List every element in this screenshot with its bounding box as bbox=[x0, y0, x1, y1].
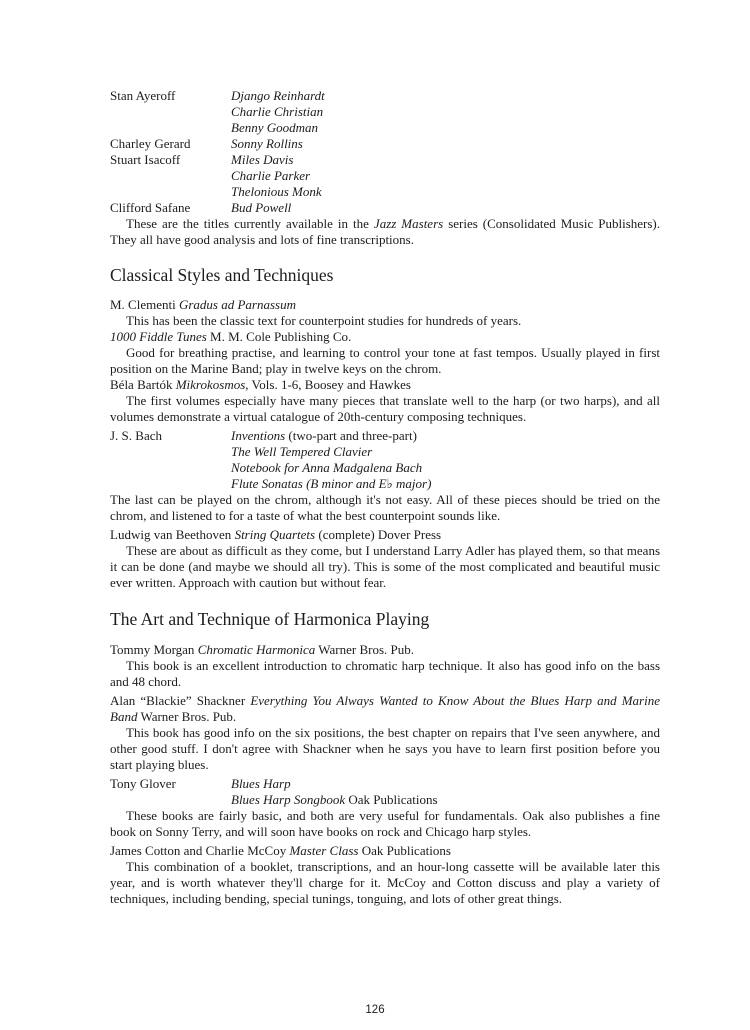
book-title: Miles Davis bbox=[231, 152, 294, 167]
jazz-masters-note: These are the titles currently available in the Jazz Masters series (Consolidated Music Publishers). They all have good analysis and lots of fine transcriptions. bbox=[110, 216, 660, 247]
jazz-masters-list bbox=[110, 88, 660, 248]
book-title: Thelonious Monk bbox=[231, 184, 322, 199]
entry-glover bbox=[110, 776, 660, 840]
book-title: Charlie Christian bbox=[231, 104, 324, 119]
entry-description: The last can be played on the chrom, although it's not easy. All of these pieces should be tried on the chrom, and listened to for a taste of what the best counterpoint sounds like. bbox=[110, 492, 660, 523]
entry-description: This book has good info on the six positions, the best chapter on repairs that I've seen anywhere, and other good stuff. I don't agree with Shackner when he says you have to learn first position before you start playing blues. bbox=[110, 725, 660, 772]
entry-shackner bbox=[110, 693, 660, 773]
section-heading: Classical Styles and Techniques bbox=[110, 265, 334, 285]
entry-description: This combination of a booklet, transcriptions, and an hour-long cassette will be available later this year, and is worth whatever they'll charge for it. McCoy and Cotton discuss and play a variety of techniques, including bending, special tunings, tonguing, and lots of other great things. bbox=[110, 859, 660, 906]
entry-citation: 1000 Fiddle Tunes M. M. Cole Publishing Co. bbox=[110, 329, 352, 344]
book-title: Bud Powell bbox=[231, 200, 292, 215]
list-item bbox=[110, 88, 660, 136]
book-title: Django Reinhardt bbox=[231, 88, 325, 103]
entry-description: This has been the classic text for counterpoint studies for hundreds of years. bbox=[126, 313, 522, 328]
book-title: Benny Goodman bbox=[231, 120, 319, 135]
entry-clementi bbox=[110, 297, 660, 329]
entry-description: This book is an excellent introduction to chromatic harp technique. It also has good info on the bass and 48 chord. bbox=[110, 658, 660, 689]
entry-bach bbox=[110, 428, 660, 524]
entry-description: Good for breathing practise, and learning to control your tone at fast tempos. Usually played in first position on the Marine Band; play in twelve keys on the chrom. bbox=[110, 345, 660, 376]
book-title: Flute Sonatas (B minor and E♭ major) bbox=[231, 476, 432, 491]
list-item bbox=[110, 152, 660, 200]
entry-description: These books are fairly basic, and both are very useful for fundamentals. Oak also publishes a fine book on Sonny Terry, and will soon have books on rock and Chicago harp styles. bbox=[110, 808, 660, 839]
book-title: Charlie Parker bbox=[231, 168, 311, 183]
page-number: 126 bbox=[365, 1004, 385, 1016]
entry-beethoven bbox=[110, 527, 660, 591]
book-title: Blues Harp Songbook Oak Publications bbox=[231, 792, 438, 807]
entry-citation: Ludwig van Beethoven String Quartets (complete) Dover Press bbox=[110, 527, 442, 542]
page-body bbox=[110, 88, 660, 907]
book-title: Sonny Rollins bbox=[231, 136, 303, 151]
author-name: Tony Glover bbox=[110, 776, 176, 791]
entry-description: These are about as difficult as they come, but I understand Larry Adler has played them, so that means it can be done (and maybe we should all try). This is some of the most complicated and beautiful music ever written. Approach with caution but without fear. bbox=[110, 543, 660, 590]
book-title: Inventions (two-part and three-part) bbox=[231, 428, 417, 443]
entry-citation: Béla Bartók Mikrokosmos, Vols. 1-6, Boosey and Hawkes bbox=[110, 377, 411, 392]
entry-bartok bbox=[110, 377, 660, 425]
author-name: Stuart Isacoff bbox=[110, 152, 181, 167]
list-item bbox=[110, 200, 660, 216]
author-name: Stan Ayeroff bbox=[110, 88, 176, 103]
entry-citation: Alan “Blackie” Shackner Everything You Always Wanted to Know About the Blues Harp and Marine Band Warner Bros. Pub. bbox=[110, 693, 660, 724]
entry-citation: M. Clementi Gradus ad Parnassum bbox=[110, 297, 296, 312]
book-title: Blues Harp bbox=[231, 776, 291, 791]
entry-cotton-mccoy bbox=[110, 843, 660, 907]
list-item bbox=[110, 136, 660, 152]
entry-citation: James Cotton and Charlie McCoy Master Class Oak Publications bbox=[110, 843, 451, 858]
entry-fiddle-tunes bbox=[110, 329, 660, 377]
author-name: Clifford Safane bbox=[110, 200, 191, 215]
entry-description: The first volumes especially have many pieces that translate well to the harp (or two harps), and all volumes demonstrate a virtual catalogue of 20th-century composing techniques. bbox=[110, 393, 660, 424]
section-heading: The Art and Technique of Harmonica Playing bbox=[110, 609, 430, 629]
book-title: Notebook for Anna Madgalena Bach bbox=[231, 460, 423, 475]
entry-morgan bbox=[110, 642, 660, 690]
author-name: J. S. Bach bbox=[110, 428, 162, 443]
entry-citation: Tommy Morgan Chromatic Harmonica Warner Bros. Pub. bbox=[110, 642, 415, 657]
author-name: Charley Gerard bbox=[110, 136, 191, 151]
book-title: The Well Tempered Clavier bbox=[231, 444, 373, 459]
